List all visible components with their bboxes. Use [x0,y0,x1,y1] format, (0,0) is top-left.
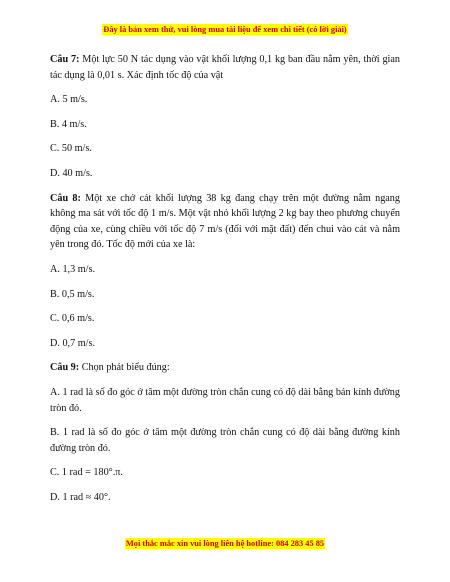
hotline-banner [0,538,450,549]
document-body [50,52,400,505]
question-8-label: Câu 8: [50,192,81,204]
question-8-option-a: A. 1,3 m/s. [50,263,95,275]
question-9-option-d: D. 1 rad ≈ 40°. [50,491,111,503]
hotline-text: Mọi thắc mắc xin vui lòng liên hệ hotline: 084 283 45 85 [125,539,325,548]
question-9-option-c: C. 1 rad = 180°.π. [50,467,123,479]
question-9 [50,360,400,376]
question-7-option-d: D. 40 m/s. [50,167,93,179]
question-7-option-a: A. 5 m/s. [50,94,88,106]
question-9-text: Chọn phát biểu đúng: [81,362,170,374]
question-7-label: Câu 7: [50,54,80,65]
question-9-option-a: A. 1 rad là số đo góc ở tâm một đường tròn chắn cung có độ dài bằng bán kính đường tròn đó. [50,386,400,414]
question-7-option-c: C. 50 m/s. [50,143,92,155]
question-8-text: Một xe chở cát khối lượng 38 kg đang chạy trên một đường nằm ngang không ma sát với tốc độ 1 m/s. Một vật nhỏ khối lượng 2 kg bay theo phương chuyển động của xe, cùng chiều với tốc độ 7 m/s (đối với mặt đất) đến chui vào cát và nằm yên trong đó. Tốc độ mới của xe là: [50,192,400,251]
question-8-option-c: C. 0,6 m/s. [50,313,95,325]
question-7 [50,52,400,83]
question-9-label: Câu 9: [50,362,80,374]
question-8-option-b: B. 0,5 m/s. [50,288,95,300]
question-9-option-b: B. 1 rad là số đo góc ở tâm một đường tròn chắn cung có độ dài bằng đường kính đường tròn đó. [50,427,400,454]
preview-notice-banner [0,24,450,35]
question-8 [50,191,400,253]
question-8-option-d: D. 0,7 m/s. [50,337,95,349]
question-7-option-b: B. 4 m/s. [50,118,87,130]
question-7-text: Một lực 50 N tác dụng vào vật khối lượng 0,1 kg ban đầu nằm yên, thời gian tác dụng là 0,01 s. Xác định tốc độ của vật [50,54,400,81]
preview-notice-text: Đây là bản xem thử, vui lòng mua tài liệu để xem chi tiết (có lời giải) [103,25,347,34]
